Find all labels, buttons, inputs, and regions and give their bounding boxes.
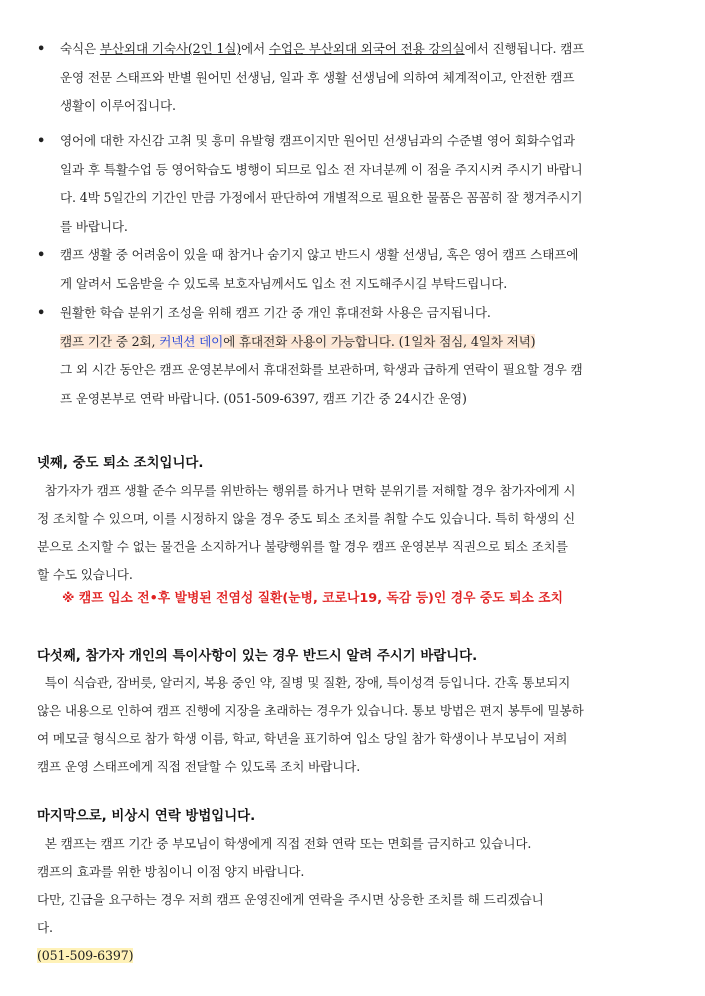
bullet-line: 원활한 학습 분위기 조성을 위해 캠프 기간 중 개인 휴대전화 사용은 금지됩니다. [60,305,491,320]
bullet-marker: • [37,42,46,57]
section-body-special-notes [37,669,647,781]
bullet-line: 를 바랍니다. [60,219,128,235]
bullet-line-highlighted [60,328,645,357]
paragraph-line: 캠프의 효과를 위한 방침이니 이점 양지 바랍니다. [37,864,305,879]
bullet-marker: • [37,248,46,263]
underlined-text: 부산외대 기숙사(2인 1실) [99,41,242,56]
connection-day-text: 커넥션 데이 [159,333,224,349]
paragraph-line: 정 조치할 수 있으며, 이를 시정하지 않을 경우 중도 퇴소 조치를 취할 수도 있습니다. 특히 학생의 신 [37,511,575,526]
bullet-line: 다. 4박 5일간의 기간인 만큼 가정에서 판단하여 개별적으로 필요한 물품은 꼼꼼히 잘 챙겨주시기 [60,190,583,206]
text-segment: 에 휴대전화 사용이 가능합니다. (1일차 점심, 4일차 저녁) [223,333,536,349]
section-body-withdrawal [37,477,647,589]
underlined-text: 수업은 부산외대 외국어 전용 강의실 [268,41,465,56]
paragraph-line: 않은 내용으로 인하여 캠프 진행에 지장을 초래하는 경우가 있습니다. 통보 방법은 편지 봉투에 밀봉하 [37,703,584,718]
paragraph-line: 다만, 긴급을 요구하는 경우 저희 캠프 운영진에게 연락을 주시면 상응한 조치를 해 드리겠습니 [37,892,544,907]
paragraph-line: 여 메모글 형식으로 참가 학생 이름, 학교, 학년을 표기하여 입소 당일 참가 학생이나 부모님이 저희 [37,731,568,746]
phone-line [37,942,647,970]
paragraph-line: 할 수도 있습니다. [37,567,133,582]
section-body-emergency-contact [37,830,647,970]
text-segment: 에서 진행됩니다. 캠프 [464,41,585,56]
text-segment: 숙식은 [60,41,100,56]
paragraph-line: 특이 식습관, 잠버릇, 알러지, 복용 중인 약, 질병 및 질환, 장애, 특이성격 등입니다. 간혹 통보되지 [37,675,571,690]
paragraph-line: 참가자가 캠프 생활 준수 의무를 위반하는 행위를 하거나 면학 분위기를 저해할 경우 참가자에게 시 [37,483,576,498]
bullet-line: 일과 후 특활수업 등 영어학습도 병행이 되므로 입소 전 자녀분께 이 점을 주지시켜 주시기 바랍니 [60,161,583,177]
text-segment: 캠프 기간 중 2회, [60,333,160,349]
bullet-line: 프 운영본부로 연락 바랍니다. (051-509-6397, 캠프 기간 중 24시간 운영) [60,391,467,407]
paragraph-line: 본 캠프는 캠프 기간 중 부모님이 학생에게 직접 전화 연락 또는 면회를 금지하고 있습니다. [37,836,532,851]
section-heading-emergency-contact: 마지막으로, 비상시 연락 방법입니다. [37,809,256,824]
bullet-line: 생활이 이루어집니다. [60,98,176,114]
bullet-line: 영어에 대한 자신감 고취 및 흥미 유발형 캠프이지만 원어민 선생님과의 수준별 영어 회화수업과 [60,133,575,148]
paragraph-line: 캠프 운영 스태프에게 직접 전달할 수 있도록 조치 바랍니다. [37,759,361,774]
section-heading-withdrawal: 넷째, 중도 퇴소 조치입니다. [37,456,204,471]
bullet-line: 그 외 시간 동안은 캠프 운영본부에서 휴대전화를 보관하며, 학생과 급하게 연락이 필요할 경우 캠 [60,362,583,378]
paragraph-line: 다. [37,920,53,935]
text-segment: 에서 [241,41,269,56]
bullet-line: 운영 전문 스태프와 반별 원어민 선생님, 일과 후 생활 선생님에 의하여 체계적이고, 안전한 캠프 [60,69,575,85]
warning-notice: ※ 캠프 입소 전•후 발병된 전염성 질환(눈병, 코로나19, 독감 등)인 경우 중도 퇴소 조치 [62,591,563,606]
bullet-marker: • [37,306,46,321]
bullet-line: 게 알려서 도움받을 수 있도록 보호자님께서도 입소 전 지도해주시길 부탁드립니다. [60,275,508,291]
paragraph-line: 분으로 소지할 수 없는 물건을 소지하거나 불량행위를 할 경우 캠프 운영본부 직권으로 퇴소 조치를 [37,539,568,554]
emergency-phone-number: (051-509-6397) [37,948,134,963]
bullet-line: 캠프 생활 중 어려움이 있을 때 참거나 숨기지 않고 반드시 생활 선생님, 혹은 영어 캠프 스태프에 [60,247,579,262]
bullet-line [60,35,645,64]
bullet-marker: • [37,134,46,149]
section-heading-special-notes: 다섯째, 참가자 개인의 특이사항이 있는 경우 반드시 알려 주시기 바랍니다. [37,649,478,664]
highlighted-notice [60,334,535,349]
